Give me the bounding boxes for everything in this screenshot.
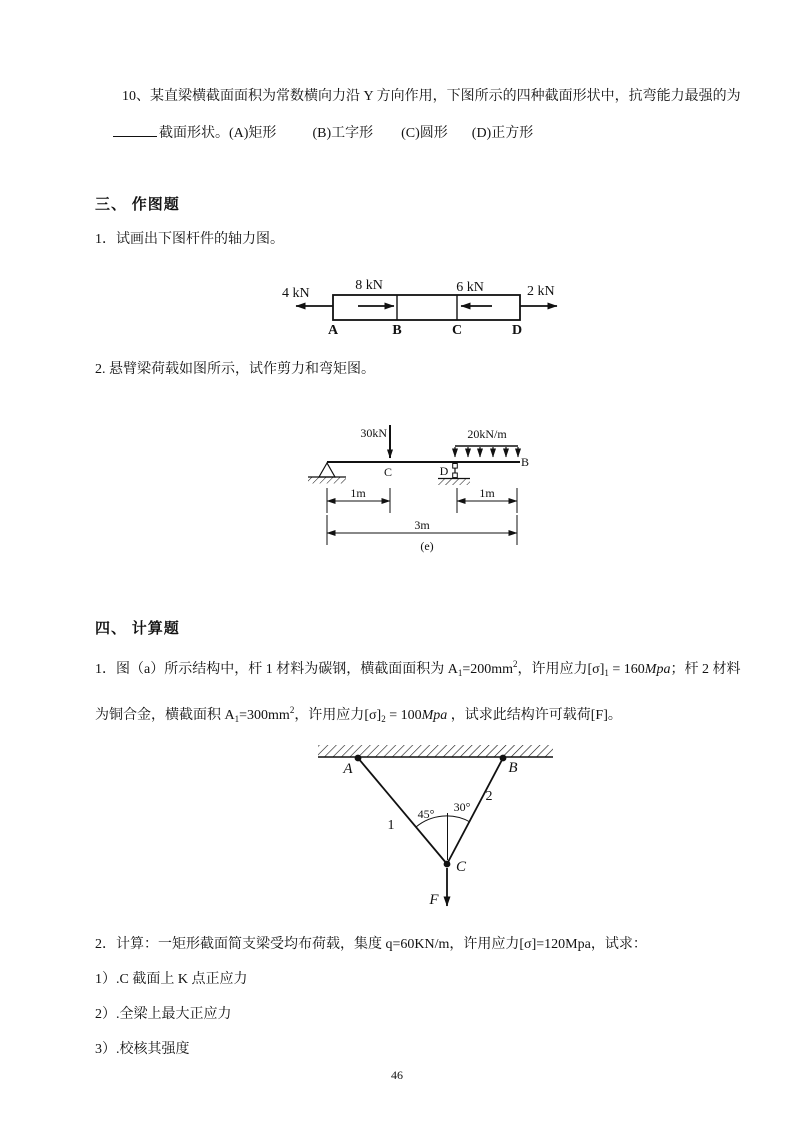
q1-superscript-1: 2 (513, 659, 518, 669)
q1-sigma-1: [σ] (587, 662, 605, 677)
joint-a-dot (355, 755, 362, 762)
q1-subscript-1: 1 (457, 668, 463, 678)
answer-blank (113, 123, 157, 137)
force-left-label: 4 kN (282, 286, 310, 301)
q1-text-1: 1．图（a）所示结构中，杆 1 材料为碳钢，横截面面积为 A (95, 662, 458, 677)
q1-text-9: = 100 (385, 708, 422, 723)
truss-c-label: C (456, 859, 467, 875)
ceiling (318, 745, 553, 757)
angle-45-label: 45° (417, 807, 435, 821)
page-number: 46 (391, 1068, 403, 1082)
point-load-label: 30kN (360, 426, 387, 440)
q1-text-4: = 160 (608, 662, 645, 677)
q10-option-b: (B)工字形 (312, 126, 374, 141)
q1-sigma-sub-2: 2 (381, 714, 386, 724)
dim-total-label: 3m (414, 518, 430, 532)
q2-item-2: 2）.全梁上最大正应力 (95, 1007, 232, 1022)
section3-heading: 三、 作图题 (95, 197, 180, 213)
distributed-load (455, 446, 518, 457)
section4-q2-text: 2．计算：一矩形截面简支梁受均布荷载，集度 q=60KN/m，许用应力[σ]=120Mpa，试求： (95, 937, 647, 952)
axial-force-diagram (280, 273, 570, 351)
point-a-label: A (327, 323, 339, 338)
pin-support (308, 463, 346, 484)
beam-d-label: D (439, 464, 449, 478)
force-ab-label: 8 kN (355, 278, 383, 293)
truss-b-label: B (508, 760, 518, 776)
angle-30-label: 30° (453, 800, 471, 814)
q10-option-a: (A)矩形 (229, 126, 277, 141)
dim-right-label: 1m (479, 486, 495, 500)
q1-sigma-2: [σ] (364, 708, 382, 723)
joint-b-dot (500, 755, 507, 762)
q10-prefix: 截面形状。 (159, 126, 229, 141)
force-f-label: F (429, 892, 439, 908)
force-cd-label: 6 kN (456, 280, 484, 295)
section4-heading: 四、 计算题 (95, 621, 180, 637)
q1-unit-2: Mpa (421, 708, 448, 723)
q1-text-2: =200mm (462, 662, 514, 677)
truss-diagram (310, 737, 560, 917)
point-b-label: B (392, 323, 402, 338)
q1-superscript-2: 2 (289, 705, 295, 715)
bar-2-label: 2 (485, 789, 493, 804)
q10-line1: 10、某直梁横截面面积为常数横向力沿 Y 方向作用，下图所示的四种截面形状中，抗弯能力最强的为 (122, 89, 741, 104)
section4-q1-line2 (95, 701, 622, 728)
point-d-label: D (511, 323, 523, 338)
q1-sigma-sub-1: 1 (604, 668, 609, 678)
dim-left-label: 1m (350, 486, 366, 500)
beam-b-label: B (521, 455, 530, 469)
q1-text-5: ；杆 2 材料 (670, 662, 741, 677)
section3-q2-text: 2. 悬臂梁荷载如图所示，试作剪力和弯矩图。 (95, 362, 375, 377)
q10-line2 (113, 123, 533, 143)
q1-text-8: ，许用应力 (294, 708, 365, 723)
section4-q1-line1 (95, 655, 740, 682)
q1-unit-1: Mpa (644, 662, 671, 677)
q1-subscript-2: 1 (234, 714, 240, 724)
section3-q1-text: 1．试画出下图杆件的轴力图。 (95, 232, 284, 247)
joint-c-dot (444, 861, 451, 868)
q2-item-3: 3）.校核其强度 (95, 1042, 190, 1057)
q10-option-c: (C)圆形 (401, 126, 448, 141)
beam-caption: (e) (420, 539, 434, 553)
q2-item-1: 1）.C 截面上 K 点正应力 (95, 972, 248, 987)
bar-body (333, 295, 520, 320)
q1-text-6: 为铜合金，横截面积 A (95, 708, 235, 723)
force-right-label: 2 kN (527, 284, 555, 299)
bar-1-label: 1 (387, 818, 395, 833)
q10-option-d: (D)正方形 (471, 126, 534, 141)
point-c-label: C (451, 323, 463, 338)
q1-text-10: ，试求此结构许可载荷[F]。 (447, 708, 622, 723)
truss-a-label: A (343, 761, 353, 777)
q1-text-7: =300mm (239, 708, 290, 723)
distributed-load-label: 20kN/m (467, 427, 507, 441)
beam-c-label: C (383, 465, 393, 479)
q1-text-3: ，许用应力 (517, 662, 588, 677)
beam-diagram (300, 418, 555, 560)
